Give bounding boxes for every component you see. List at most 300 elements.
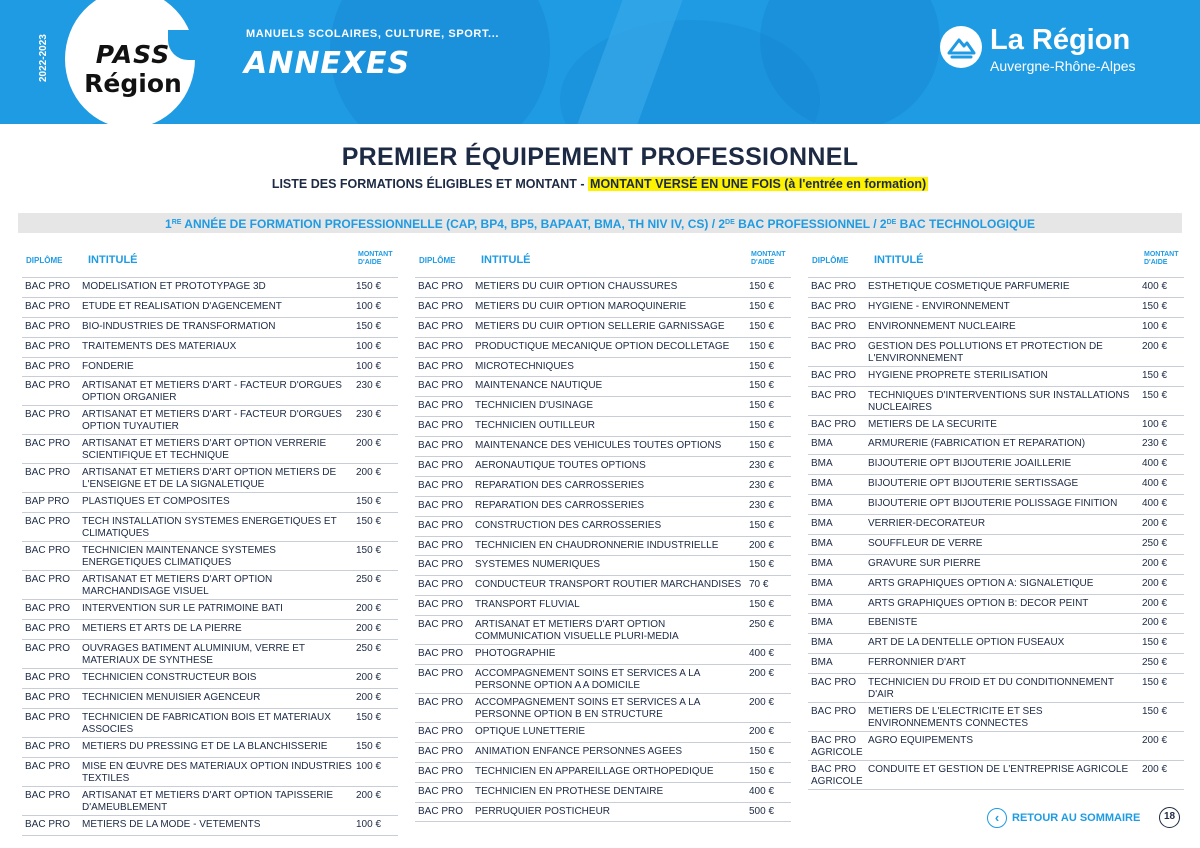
cell-intitule: ARTISANAT ET METIERS D'ART OPTION METIERS DE L'ENSEIGNE ET DE LA SIGNALETIQUE xyxy=(82,467,337,491)
cell-diplome: BAC PRO xyxy=(418,765,464,777)
table-row xyxy=(22,640,398,669)
table-row xyxy=(22,620,398,640)
cell-intitule: FERRONNIER D'ART xyxy=(868,657,966,669)
formations-table-2 xyxy=(415,248,791,822)
cell-diplome: BAC PRO xyxy=(25,380,71,392)
cell-diplome: BAC PRO xyxy=(418,805,464,817)
cell-intitule: TECHNIQUES D'INTERVENTIONS SUR INSTALLATIONS NUCLEAIRES xyxy=(868,389,1130,413)
page-number: 18 xyxy=(1159,807,1180,828)
cell-diplome: BAC PRO xyxy=(418,300,464,312)
cell-montant: 150 € xyxy=(749,599,775,611)
table-header xyxy=(415,248,791,278)
cell-intitule: METIERS DU PRESSING ET DE LA BLANCHISSERIE xyxy=(82,740,328,752)
cell-diplome: BAC PRO xyxy=(25,740,71,752)
table-row xyxy=(415,318,791,338)
cell-montant: 230 € xyxy=(749,460,775,472)
cell-intitule: HYGIENE - ENVIRONNEMENT xyxy=(868,300,1010,312)
cell-montant: 250 € xyxy=(356,643,382,655)
logo-region: Région xyxy=(84,69,182,98)
table-row xyxy=(22,689,398,709)
cell-montant: 100 € xyxy=(356,340,382,352)
cell-montant: 150 € xyxy=(356,281,382,292)
cell-diplome: BAC PRO xyxy=(418,440,464,452)
table-row xyxy=(808,318,1184,338)
table-row xyxy=(415,743,791,763)
subtitle-highlight xyxy=(588,177,928,191)
table-row xyxy=(808,732,1184,761)
table-row xyxy=(415,616,791,645)
cell-diplome: BAC PRO xyxy=(25,281,71,292)
highlight-main: MONTANT VERSÉ EN UNE FOIS xyxy=(590,177,781,191)
table-row xyxy=(808,634,1184,654)
cell-intitule: HYGIENE PROPRETE STERILISATION xyxy=(868,369,1048,381)
table-row xyxy=(808,575,1184,595)
cell-intitule: METIERS DU CUIR OPTION CHAUSSURES xyxy=(475,281,678,292)
cell-montant: 200 € xyxy=(749,726,775,738)
cell-intitule: MAINTENANCE DES VEHICULES TOUTES OPTIONS xyxy=(475,440,722,452)
cell-montant: 150 € xyxy=(356,516,382,528)
cell-montant: 150 € xyxy=(356,320,382,332)
table-row xyxy=(808,674,1184,703)
band-sup: RE xyxy=(171,219,182,226)
cell-diplome: BAC PRO xyxy=(25,643,71,655)
table-row xyxy=(22,709,398,738)
table-body xyxy=(22,278,398,836)
table-row xyxy=(808,435,1184,455)
chevron-left-icon: ‹ xyxy=(987,808,1007,828)
table-row xyxy=(415,803,791,823)
cell-diplome: BAC PRO xyxy=(418,281,464,292)
cell-diplome: BAC PRO xyxy=(25,340,71,352)
cell-montant: 200 € xyxy=(1142,518,1168,530)
cell-montant: 400 € xyxy=(1142,458,1168,470)
cell-montant: 150 € xyxy=(1142,369,1168,381)
table-row xyxy=(415,278,791,298)
cell-intitule: METIERS DU CUIR OPTION SELLERIE GARNISSAGE xyxy=(475,320,725,332)
table-row xyxy=(808,654,1184,674)
cell-montant: 400 € xyxy=(749,648,775,660)
cell-montant: 100 € xyxy=(356,818,382,830)
cell-montant: 230 € xyxy=(356,380,382,392)
cell-montant: 150 € xyxy=(749,400,775,412)
cell-intitule: FONDERIE xyxy=(82,360,134,372)
cell-intitule: ARTISANAT ET METIERS D'ART - FACTEUR D'ORGUES OPTION ORGANIER xyxy=(82,380,342,404)
cell-montant: 150 € xyxy=(749,281,775,292)
cell-intitule: BIJOUTERIE OPT BIJOUTERIE SERTISSAGE xyxy=(868,478,1079,490)
cell-montant: 100 € xyxy=(1142,418,1168,430)
table-row xyxy=(808,595,1184,615)
header-diplome: DIPLÔME xyxy=(26,256,63,265)
cell-diplome: BAC PRO xyxy=(811,281,857,292)
region-subtitle: Auvergne-Rhône-Alpes xyxy=(990,58,1136,74)
cell-montant: 150 € xyxy=(749,300,775,312)
cell-intitule: ARTISANAT ET METIERS D'ART - FACTEUR D'ORGUES OPTION TUYAUTIER xyxy=(82,409,342,433)
table-row xyxy=(808,278,1184,298)
cell-diplome: BMA xyxy=(811,518,833,530)
cell-montant: 200 € xyxy=(356,438,382,450)
cell-diplome: BAC PRO xyxy=(811,300,857,312)
school-year: 2022-2023 xyxy=(38,34,49,82)
pass-region-logo-text xyxy=(78,42,188,96)
highlight-note: (à l'entrée en formation) xyxy=(780,177,927,191)
cell-montant: 150 € xyxy=(749,360,775,372)
cell-intitule: ARTISANAT ET METIERS D'ART OPTION VERRERIE SCIENTIFIQUE ET TECHNIQUE xyxy=(82,438,327,462)
cell-montant: 250 € xyxy=(1142,657,1168,669)
cell-diplome: BAC PRO xyxy=(25,300,71,312)
back-to-summary-label: RETOUR AU SOMMAIRE xyxy=(1012,812,1141,824)
cell-intitule: BIJOUTERIE OPT BIJOUTERIE JOAILLERIE xyxy=(868,458,1072,470)
table-row xyxy=(22,318,398,338)
cell-intitule: CONDUCTEUR TRANSPORT ROUTIER MARCHANDISES xyxy=(475,579,742,591)
cell-diplome: BAC PRO xyxy=(25,438,71,450)
table-header xyxy=(808,248,1184,278)
cell-diplome: BAC PRO AGRICOLE xyxy=(811,764,863,788)
table-row xyxy=(22,787,398,816)
cell-intitule: ACCOMPAGNEMENT SOINS ET SERVICES A LA PERSONNE OPTION B EN STRUCTURE xyxy=(475,697,700,721)
header-montant: MONTANT D'AIDE xyxy=(1144,251,1179,267)
cell-diplome: BAC PRO xyxy=(418,460,464,472)
cell-montant: 200 € xyxy=(356,467,382,479)
cell-montant: 230 € xyxy=(749,499,775,511)
cell-diplome: BAC PRO xyxy=(811,389,857,401)
table-row xyxy=(415,457,791,477)
table-row xyxy=(415,665,791,694)
cell-diplome: BAC PRO xyxy=(418,599,464,611)
cell-intitule: TECHNICIEN DE FABRICATION BOIS ET MATERIAUX ASSOCIES xyxy=(82,711,331,735)
header-intitule: INTITULÉ xyxy=(88,254,138,266)
cell-montant: 100 € xyxy=(1142,320,1168,332)
cell-diplome: BMA xyxy=(811,617,833,629)
cell-diplome: BAC PRO xyxy=(418,380,464,392)
table-row xyxy=(22,571,398,600)
cell-montant: 150 € xyxy=(356,496,382,508)
cell-montant: 150 € xyxy=(1142,677,1168,689)
cell-montant: 400 € xyxy=(749,785,775,797)
cell-montant: 200 € xyxy=(1142,617,1168,629)
cell-intitule: VERRIER-DECORATEUR xyxy=(868,518,986,530)
table-row xyxy=(808,298,1184,318)
table-row xyxy=(415,338,791,358)
formation-category-band xyxy=(18,213,1182,233)
cell-diplome: BAC PRO xyxy=(418,668,464,680)
cell-montant: 400 € xyxy=(1142,478,1168,490)
cell-diplome: BMA xyxy=(811,657,833,669)
cell-diplome: BAC PRO xyxy=(25,360,71,372)
cell-diplome: BAC PRO xyxy=(418,479,464,491)
cell-intitule: TECHNICIEN OUTILLEUR xyxy=(475,420,596,432)
cell-diplome: BMA xyxy=(811,498,833,510)
cell-montant: 200 € xyxy=(356,672,382,684)
table-row xyxy=(415,723,791,743)
header-intitule: INTITULÉ xyxy=(481,254,531,266)
cell-montant: 200 € xyxy=(356,692,382,704)
cell-diplome: BAC PRO xyxy=(418,745,464,757)
table-row xyxy=(22,298,398,318)
cell-intitule: TECHNICIEN EN CHAUDRONNERIE INDUSTRIELLE xyxy=(475,539,719,551)
table-row xyxy=(22,738,398,758)
band-text: BAC TECHNOLOGIQUE xyxy=(896,217,1035,231)
cell-diplome: BAC PRO xyxy=(811,320,857,332)
cell-montant: 200 € xyxy=(749,697,775,709)
cell-intitule: AGRO EQUIPEMENTS xyxy=(868,735,974,747)
cell-montant: 230 € xyxy=(356,409,382,421)
cell-montant: 150 € xyxy=(749,420,775,432)
cell-diplome: BAC PRO xyxy=(418,400,464,412)
cell-diplome: BAC PRO xyxy=(25,623,71,635)
cell-montant: 150 € xyxy=(356,740,382,752)
cell-diplome: BAC PRO xyxy=(25,516,71,528)
cell-diplome: BAC PRO xyxy=(25,603,71,615)
cell-montant: 200 € xyxy=(749,668,775,680)
cell-intitule: OUVRAGES BATIMENT ALUMINIUM, VERRE ET MATERIAUX DE SYNTHESE xyxy=(82,643,305,667)
cell-montant: 150 € xyxy=(749,745,775,757)
cell-intitule: TECHNICIEN D'USINAGE xyxy=(475,400,594,412)
cell-diplome: BMA xyxy=(811,478,833,490)
table-row xyxy=(415,576,791,596)
cell-montant: 200 € xyxy=(356,623,382,635)
cell-intitule: GRAVURE SUR PIERRE xyxy=(868,557,981,569)
cell-diplome: BMA xyxy=(811,637,833,649)
table-row xyxy=(415,477,791,497)
table-row xyxy=(22,669,398,689)
cell-montant: 250 € xyxy=(356,574,382,586)
header-diplome: DIPLÔME xyxy=(812,256,849,265)
cell-diplome: BAC PRO xyxy=(25,711,71,723)
cell-intitule: METIERS DE LA SECURITE xyxy=(868,418,997,430)
table-row xyxy=(22,542,398,571)
cell-intitule: ENVIRONNEMENT NUCLEAIRE xyxy=(868,320,1016,332)
table-row xyxy=(415,596,791,616)
cell-intitule: TECHNICIEN MAINTENANCE SYSTEMES ENERGETIQUES CLIMATIQUES xyxy=(82,545,276,569)
cell-intitule: ART DE LA DENTELLE OPTION FUSEAUX xyxy=(868,637,1065,649)
page-subtitle xyxy=(0,177,1200,191)
table-row xyxy=(808,455,1184,475)
cell-diplome: BAC PRO xyxy=(418,559,464,571)
cell-diplome: BAC PRO xyxy=(25,574,71,586)
table-row xyxy=(415,417,791,437)
cell-diplome: BAC PRO AGRICOLE xyxy=(811,735,863,759)
table-row xyxy=(415,497,791,517)
table-row xyxy=(808,367,1184,387)
cell-diplome: BAC PRO xyxy=(811,369,857,381)
cell-montant: 150 € xyxy=(749,320,775,332)
cell-intitule: MISE EN ŒUVRE DES MATERIAUX OPTION INDUSTRIES TEXTILES xyxy=(82,760,352,784)
cell-intitule: BIO-INDUSTRIES DE TRANSFORMATION xyxy=(82,320,276,332)
cell-montant: 200 € xyxy=(356,603,382,615)
cell-montant: 230 € xyxy=(1142,438,1168,450)
cell-montant: 100 € xyxy=(356,360,382,372)
cell-diplome: BAC PRO xyxy=(418,320,464,332)
cell-intitule: PHOTOGRAPHIE xyxy=(475,648,556,660)
cell-intitule: PRODUCTIQUE MECANIQUE OPTION DECOLLETAGE xyxy=(475,340,730,352)
cell-montant: 150 € xyxy=(1142,706,1168,718)
cell-intitule: GESTION DES POLLUTIONS ET PROTECTION DE L'ENVIRONNEMENT xyxy=(868,340,1103,364)
band-sup: DE xyxy=(886,219,897,226)
cell-montant: 150 € xyxy=(749,340,775,352)
cell-intitule: ACCOMPAGNEMENT SOINS ET SERVICES A LA PERSONNE OPTION A A DOMICILE xyxy=(475,668,700,692)
table-row xyxy=(808,515,1184,535)
cell-intitule: CONDUITE ET GESTION DE L'ENTREPRISE AGRICOLE xyxy=(868,764,1129,776)
table-row xyxy=(22,464,398,493)
cell-diplome: BAC PRO xyxy=(418,697,464,709)
cell-diplome: BMA xyxy=(811,458,833,470)
cell-intitule: ARTS GRAPHIQUES OPTION A: SIGNALETIQUE xyxy=(868,577,1094,589)
cell-intitule: MODELISATION ET PROTOTYPAGE 3D xyxy=(82,281,266,292)
header-montant: MONTANT D'AIDE xyxy=(751,251,786,267)
table-row xyxy=(22,513,398,542)
table-row xyxy=(22,358,398,378)
cell-diplome: BAC PRO xyxy=(25,760,71,772)
cell-montant: 150 € xyxy=(356,711,382,723)
cell-montant: 150 € xyxy=(749,559,775,571)
table-row xyxy=(415,537,791,557)
cell-intitule: SOUFFLEUR DE VERRE xyxy=(868,537,983,549)
cell-montant: 150 € xyxy=(1142,637,1168,649)
cell-montant: 150 € xyxy=(1142,300,1168,312)
cell-diplome: BMA xyxy=(811,597,833,609)
cell-diplome: BAC PRO xyxy=(418,340,464,352)
table-row xyxy=(808,495,1184,515)
cell-intitule: ANIMATION ENFANCE PERSONNES AGEES xyxy=(475,745,683,757)
cell-intitule: ARTS GRAPHIQUES OPTION B: DECOR PEINT xyxy=(868,597,1089,609)
header-montant: MONTANT D'AIDE xyxy=(358,251,393,267)
band-sup: DE xyxy=(725,219,735,226)
table-row xyxy=(22,600,398,620)
cell-montant: 200 € xyxy=(1142,577,1168,589)
cell-intitule: PERRUQUIER POSTICHEUR xyxy=(475,805,611,817)
cell-intitule: MICROTECHNIQUES xyxy=(475,360,574,372)
table-row xyxy=(808,703,1184,732)
cell-intitule: PLASTIQUES ET COMPOSITES xyxy=(82,496,230,508)
table-row xyxy=(22,816,398,836)
cell-diplome: BAC PRO xyxy=(418,579,464,591)
cell-montant: 200 € xyxy=(1142,340,1168,352)
cell-intitule: ESTHETIQUE COSMETIQUE PARFUMERIE xyxy=(868,281,1070,292)
cell-intitule: TECHNICIEN EN PROTHESE DENTAIRE xyxy=(475,785,664,797)
cell-diplome: BAC PRO xyxy=(25,467,71,479)
cell-intitule: ARMURERIE (FABRICATION ET REPARATION) xyxy=(868,438,1086,450)
cell-intitule: INTERVENTION SUR LE PATRIMOINE BATI xyxy=(82,603,283,615)
cell-montant: 200 € xyxy=(1142,764,1168,776)
cell-diplome: BAC PRO xyxy=(418,519,464,531)
cell-diplome: BAC PRO xyxy=(418,726,464,738)
table-row xyxy=(415,517,791,537)
cell-diplome: BAC PRO xyxy=(25,692,71,704)
header-banner xyxy=(0,0,1200,124)
table-row xyxy=(808,555,1184,575)
table-row xyxy=(22,435,398,464)
cell-montant: 230 € xyxy=(749,479,775,491)
table-row xyxy=(22,758,398,787)
table-row xyxy=(415,437,791,457)
table-row xyxy=(808,387,1184,416)
logo-pass: PASS xyxy=(95,40,171,69)
cell-montant: 100 € xyxy=(356,300,382,312)
table-row xyxy=(808,338,1184,367)
cell-diplome: BAC PRO xyxy=(418,619,464,631)
cell-intitule: ETUDE ET REALISATION D'AGENCEMENT xyxy=(82,300,282,312)
cell-diplome: BMA xyxy=(811,577,833,589)
section-title: ANNEXES xyxy=(244,46,411,81)
table-body xyxy=(415,278,791,822)
cell-intitule: TECHNICIEN DU FROID ET DU CONDITIONNEMENT D'AIR xyxy=(868,677,1114,701)
cell-intitule: REPARATION DES CARROSSERIES xyxy=(475,499,645,511)
header-intitule: INTITULÉ xyxy=(874,254,924,266)
cell-montant: 200 € xyxy=(1142,557,1168,569)
cell-montant: 150 € xyxy=(749,519,775,531)
cell-diplome: BAC PRO xyxy=(418,785,464,797)
table-row xyxy=(415,358,791,378)
cell-diplome: BAC PRO xyxy=(811,340,857,352)
band-text: BAC PROFESSIONNEL / 2 xyxy=(734,217,887,231)
cell-montant: 400 € xyxy=(1142,498,1168,510)
cell-intitule: REPARATION DES CARROSSERIES xyxy=(475,479,645,491)
cell-montant: 150 € xyxy=(356,545,382,557)
cell-intitule: METIERS DU CUIR OPTION MAROQUINERIE xyxy=(475,300,687,312)
back-to-summary-link[interactable] xyxy=(987,807,1140,829)
cell-diplome: BAC PRO xyxy=(418,648,464,660)
header-diplome: DIPLÔME xyxy=(419,256,456,265)
table-row xyxy=(22,338,398,358)
cell-montant: 150 € xyxy=(749,380,775,392)
table-row xyxy=(415,645,791,665)
cell-diplome: BAC PRO xyxy=(25,320,71,332)
cell-diplome: BMA xyxy=(811,537,833,549)
cell-intitule: ARTISANAT ET METIERS D'ART OPTION MARCHANDISAGE VISUEL xyxy=(82,574,273,598)
cell-montant: 200 € xyxy=(356,789,382,801)
cell-intitule: TECH INSTALLATION SYSTEMES ENERGETIQUES ET CLIMATIQUES xyxy=(82,516,337,540)
cell-intitule: METIERS DE LA MODE - VETEMENTS xyxy=(82,818,261,830)
cell-intitule: TRANSPORT FLUVIAL xyxy=(475,599,580,611)
table-row xyxy=(415,556,791,576)
cell-montant: 400 € xyxy=(1142,281,1168,292)
cell-intitule: OPTIQUE LUNETTERIE xyxy=(475,726,586,738)
cell-diplome: BAC PRO xyxy=(418,499,464,511)
table-row xyxy=(415,694,791,723)
cell-intitule: TECHNICIEN MENUISIER AGENCEUR xyxy=(82,692,261,704)
cell-diplome: BMA xyxy=(811,438,833,450)
cell-diplome: BAC PRO xyxy=(25,672,71,684)
cell-intitule: METIERS DE L'ELECTRICITE ET SES ENVIRONNEMENTS CONNECTES xyxy=(868,706,1043,730)
cell-intitule: TECHNICIEN CONSTRUCTEUR BOIS xyxy=(82,672,257,684)
table-row xyxy=(415,783,791,803)
cell-intitule: TECHNICIEN EN APPAREILLAGE ORTHOPEDIQUE xyxy=(475,765,714,777)
cell-diplome: BAC PRO xyxy=(811,677,857,689)
cell-diplome: BAC PRO xyxy=(811,418,857,430)
table-row xyxy=(22,493,398,513)
cell-intitule: TRAITEMENTS DES MATERIAUX xyxy=(82,340,237,352)
table-body xyxy=(808,278,1184,790)
subtitle-lead: LISTE DES FORMATIONS ÉLIGIBLES ET MONTANT - xyxy=(271,177,589,191)
cell-diplome: BAC PRO xyxy=(811,706,857,718)
cell-montant: 150 € xyxy=(749,765,775,777)
cell-montant: 250 € xyxy=(749,619,775,631)
cell-diplome: BAC PRO xyxy=(25,409,71,421)
table-row xyxy=(415,377,791,397)
table-row xyxy=(808,416,1184,436)
table-row xyxy=(808,475,1184,495)
table-row xyxy=(808,535,1184,555)
cell-diplome: BMA xyxy=(811,557,833,569)
cell-diplome: BAC PRO xyxy=(418,360,464,372)
formations-table-3 xyxy=(808,248,1184,790)
table-row xyxy=(808,761,1184,790)
table-row xyxy=(415,763,791,783)
header-supra: MANUELS SCOLAIRES, CULTURE, SPORT... xyxy=(246,28,500,40)
cell-montant: 150 € xyxy=(1142,389,1168,401)
cell-montant: 250 € xyxy=(1142,537,1168,549)
table-row xyxy=(415,298,791,318)
